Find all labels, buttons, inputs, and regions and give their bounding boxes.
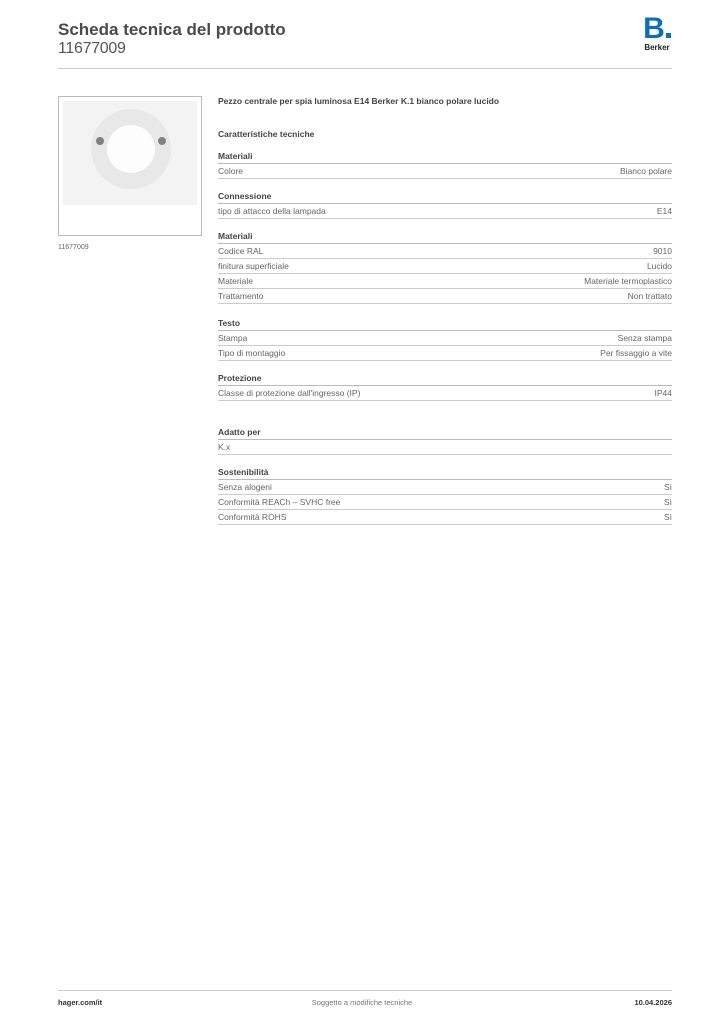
spec-value: Sì: [663, 482, 672, 492]
logo-letter: B: [643, 12, 665, 45]
spec-group: [218, 467, 672, 525]
spec-value: Bianco polare: [620, 166, 672, 176]
spec-row: [218, 331, 672, 346]
berker-logo: [640, 12, 674, 52]
spec-group: [218, 191, 672, 219]
spec-label: finitura superficiale: [218, 261, 289, 271]
spec-value: Per fissaggio a vite: [600, 348, 672, 358]
spec-value: Materiale termoplastico: [584, 276, 672, 286]
screw-right: [158, 137, 166, 145]
spec-row: [218, 386, 672, 401]
product-name: Pezzo centrale per spia luminosa E14 Berker K.1 bianco polare lucido: [218, 96, 500, 106]
spec-label: Colore: [218, 166, 244, 176]
spec-row: [218, 274, 672, 289]
spec-group: [218, 151, 672, 179]
spec-group: [218, 373, 672, 401]
group-title: Adatto per: [218, 427, 672, 440]
spec-row: [218, 495, 672, 510]
spec-row: [218, 510, 672, 525]
header-divider: [58, 68, 672, 69]
logo-text: Berker: [644, 43, 670, 52]
spec-row: [218, 440, 672, 455]
lamp-opening: [107, 125, 155, 173]
footer-website[interactable]: hager.com/it: [58, 998, 103, 1007]
footer-divider: [58, 990, 672, 991]
spec-value: Sì: [663, 497, 672, 507]
spec-group: [218, 231, 672, 304]
spec-label: Trattamento: [218, 291, 264, 301]
spec-label: Codice RAL: [218, 246, 264, 256]
spec-row: [218, 346, 672, 361]
section-title: Caratteristiche tecniche: [218, 129, 315, 139]
spec-row: [218, 259, 672, 274]
spec-value: Non trattato: [627, 291, 672, 301]
spec-groups: [218, 151, 672, 525]
spec-row: [218, 164, 672, 179]
spec-label: Classe di protezione dall'ingresso (IP): [218, 388, 361, 398]
group-title: Protezione: [218, 373, 672, 386]
spec-label: Materiale: [218, 276, 253, 286]
footer-disclaimer: Soggetto a modifiche tecniche: [311, 998, 413, 1007]
footer-date: 10.04.2026: [634, 998, 672, 1007]
spec-group: [218, 318, 672, 361]
spec-content: [218, 96, 672, 525]
screw-left: [96, 137, 104, 145]
spec-group: [218, 427, 672, 455]
spec-value: Lucido: [646, 261, 672, 271]
spec-value: E14: [656, 206, 672, 216]
spec-label: tipo di attacco della lampada: [218, 206, 326, 216]
spec-label: Tipo di montaggio: [218, 348, 286, 358]
image-caption: 11677009: [58, 244, 89, 251]
spec-value: 9010: [653, 246, 672, 256]
spec-label: Conformità REACh – SVHC free: [218, 497, 341, 507]
spec-label: Stampa: [218, 333, 248, 343]
spec-row: [218, 289, 672, 304]
group-title: Materiali: [218, 231, 672, 244]
spec-row: [218, 244, 672, 259]
page-title: Scheda tecnica del prodotto: [58, 20, 286, 39]
group-title: Testo: [218, 318, 672, 331]
spec-value: IP44: [654, 388, 672, 398]
group-title: Connessione: [218, 191, 672, 204]
spec-value: Sì: [663, 512, 672, 522]
spec-label: Senza alogeni: [218, 482, 272, 492]
spec-label: K.x: [218, 442, 231, 452]
spec-row: [218, 204, 672, 219]
light-ring: [91, 109, 171, 189]
group-title: Materiali: [218, 151, 672, 164]
spec-row: [218, 480, 672, 495]
group-title: Sostenibilità: [218, 467, 672, 480]
spec-value: Senza stampa: [617, 333, 672, 343]
logo-dot: [666, 33, 671, 38]
spec-label: Conformità ROHS: [218, 512, 287, 522]
product-code: 11677009: [58, 40, 126, 57]
product-render: [63, 101, 197, 205]
product-image: [58, 96, 202, 236]
